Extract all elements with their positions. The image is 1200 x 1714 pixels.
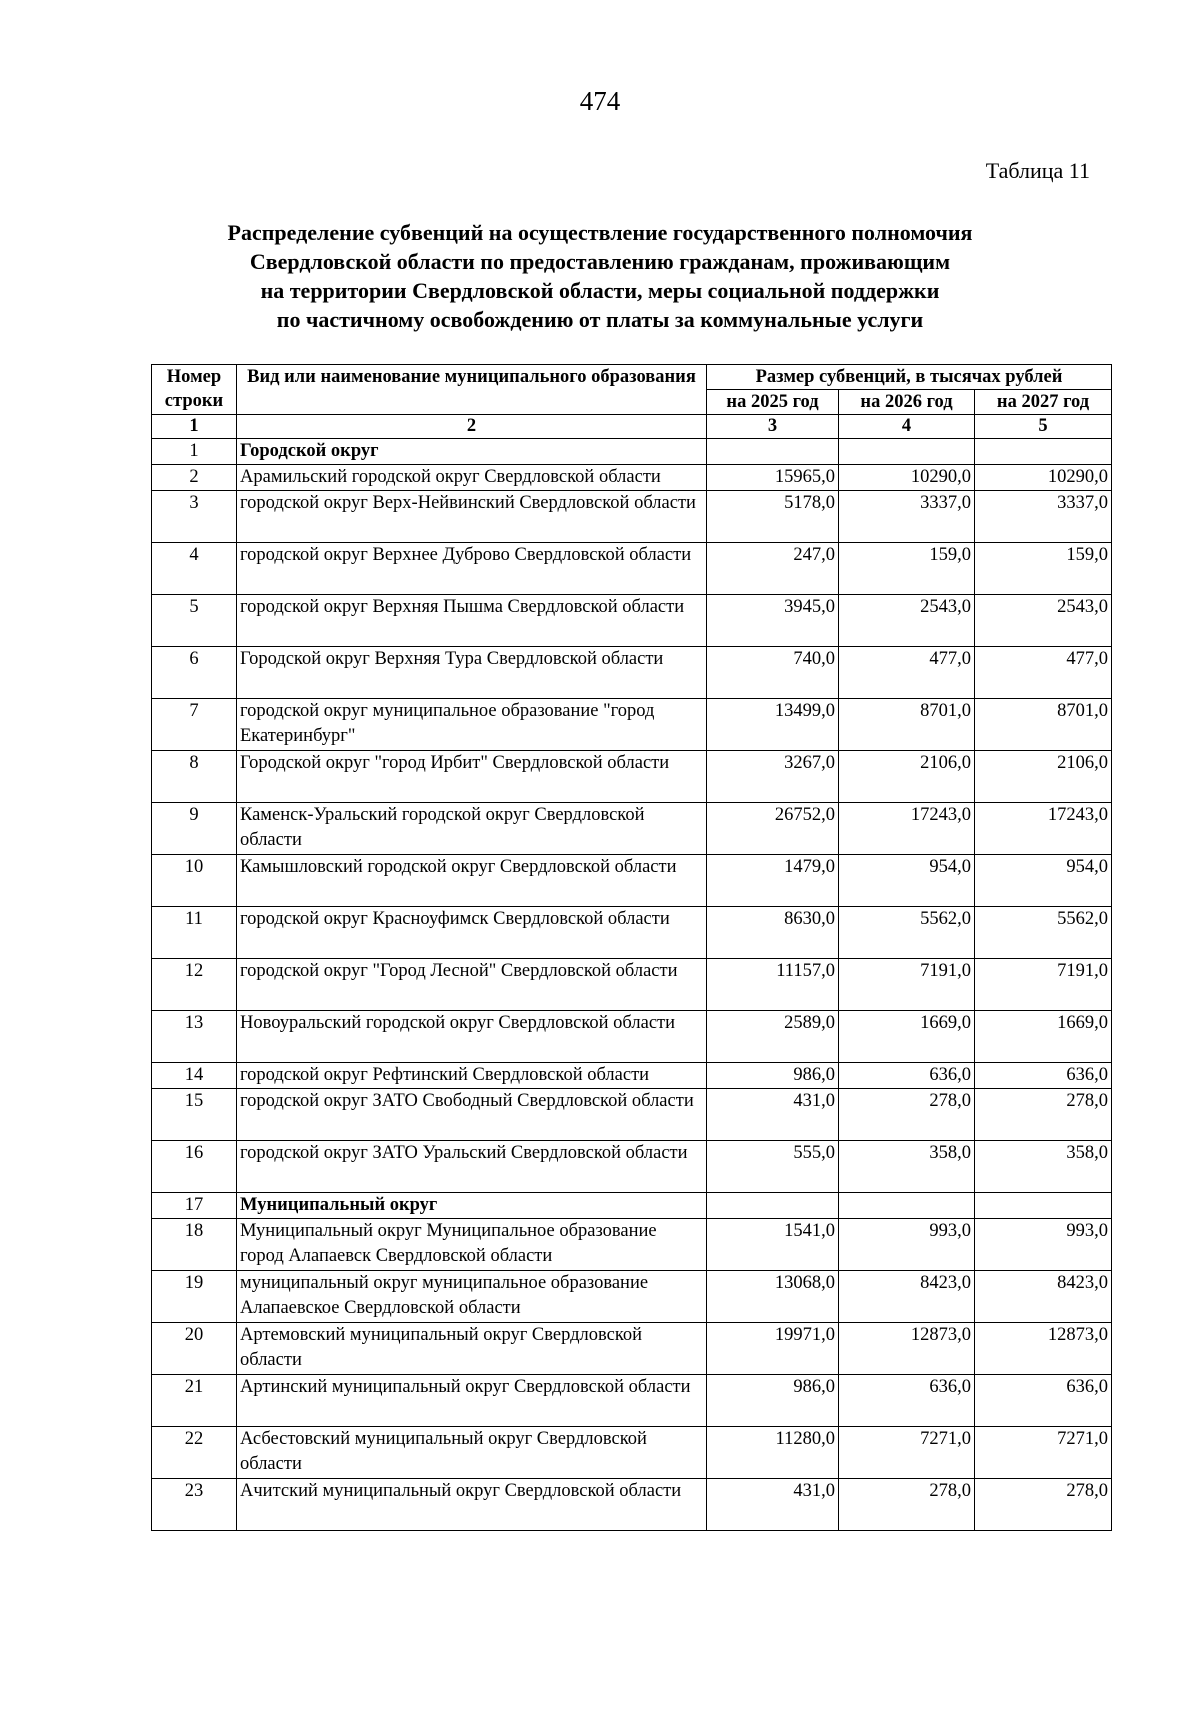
amount-2025-cell: 5178,0	[707, 491, 839, 543]
amount-2025-cell: 13068,0	[707, 1271, 839, 1323]
table-row	[152, 1271, 1112, 1323]
amount-2026-cell: 2543,0	[839, 595, 975, 647]
column-index: 1	[152, 415, 237, 439]
header-year-2025: на 2025 год	[707, 390, 839, 415]
amount-2025-cell: 986,0	[707, 1063, 839, 1089]
row-number-cell: 15	[152, 1089, 237, 1141]
amount-2025-cell: 11157,0	[707, 959, 839, 1011]
header-row-number: Номер строки	[152, 365, 237, 415]
amount-2026-cell: 3337,0	[839, 491, 975, 543]
title-line: Свердловской области по предоставлению гражданам, проживающим	[249, 249, 951, 274]
row-number-cell: 4	[152, 543, 237, 595]
amount-2027-cell: 7271,0	[975, 1427, 1112, 1479]
amount-2027-cell: 10290,0	[975, 465, 1112, 491]
municipality-name-cell: Арамильский городской округ Свердловской области	[237, 465, 707, 491]
amount-2026-cell: 2106,0	[839, 751, 975, 803]
amount-2027-cell: 954,0	[975, 855, 1112, 907]
municipality-name-cell: городской округ Рефтинский Свердловской области	[237, 1063, 707, 1089]
row-number-cell: 17	[152, 1193, 237, 1219]
amount-2026-cell: 159,0	[839, 543, 975, 595]
amount-2026-cell	[839, 1193, 975, 1219]
column-index: 4	[839, 415, 975, 439]
table-row	[152, 647, 1112, 699]
row-number-cell: 5	[152, 595, 237, 647]
municipality-name-cell: Артинский муниципальный округ Свердловской области	[237, 1375, 707, 1427]
amount-2026-cell: 8701,0	[839, 699, 975, 751]
amount-2027-cell: 17243,0	[975, 803, 1112, 855]
municipality-name-cell: городской округ ЗАТО Свободный Свердловской области	[237, 1089, 707, 1141]
table-row	[152, 1063, 1112, 1089]
amount-2027-cell: 278,0	[975, 1089, 1112, 1141]
table-row	[152, 491, 1112, 543]
amount-2025-cell: 2589,0	[707, 1011, 839, 1063]
amount-2025-cell: 740,0	[707, 647, 839, 699]
amount-2025-cell: 986,0	[707, 1375, 839, 1427]
municipality-name-cell: Каменск-Уральский городской округ Свердловской области	[237, 803, 707, 855]
table-row	[152, 699, 1112, 751]
column-index: 5	[975, 415, 1112, 439]
row-number-cell: 6	[152, 647, 237, 699]
row-number-cell: 21	[152, 1375, 237, 1427]
row-number-cell: 20	[152, 1323, 237, 1375]
municipality-name-cell: Асбестовский муниципальный округ Свердловской области	[237, 1427, 707, 1479]
amount-2026-cell: 5562,0	[839, 907, 975, 959]
amount-2027-cell	[975, 439, 1112, 465]
row-number-cell: 18	[152, 1219, 237, 1271]
table-row	[152, 1323, 1112, 1375]
table-body	[152, 439, 1112, 1531]
table-row	[152, 439, 1112, 465]
row-number-cell: 12	[152, 959, 237, 1011]
municipality-name-cell: муниципальный округ муниципальное образование Алапаевское Свердловской области	[237, 1271, 707, 1323]
row-number-cell: 23	[152, 1479, 237, 1531]
amount-2027-cell: 993,0	[975, 1219, 1112, 1271]
municipality-name-cell: Городской округ	[237, 439, 707, 465]
table-row	[152, 1427, 1112, 1479]
amount-2025-cell: 11280,0	[707, 1427, 839, 1479]
amount-2026-cell: 1669,0	[839, 1011, 975, 1063]
row-number-cell: 3	[152, 491, 237, 543]
table-row	[152, 543, 1112, 595]
amount-2025-cell: 8630,0	[707, 907, 839, 959]
row-number-cell: 11	[152, 907, 237, 959]
municipality-name-cell: Ачитский муниципальный округ Свердловской области	[237, 1479, 707, 1531]
amount-2026-cell	[839, 439, 975, 465]
table-row	[152, 1193, 1112, 1219]
subventions-table	[151, 364, 1112, 1531]
amount-2027-cell: 8701,0	[975, 699, 1112, 751]
municipality-name-cell: Муниципальный округ	[237, 1193, 707, 1219]
amount-2027-cell: 159,0	[975, 543, 1112, 595]
amount-2025-cell: 19971,0	[707, 1323, 839, 1375]
amount-2027-cell: 636,0	[975, 1375, 1112, 1427]
amount-2027-cell: 3337,0	[975, 491, 1112, 543]
table-row	[152, 1219, 1112, 1271]
table-row	[152, 1141, 1112, 1193]
municipality-name-cell: Городской округ "город Ирбит" Свердловской области	[237, 751, 707, 803]
table-row	[152, 1479, 1112, 1531]
amount-2025-cell: 13499,0	[707, 699, 839, 751]
amount-2027-cell: 8423,0	[975, 1271, 1112, 1323]
amount-2026-cell: 17243,0	[839, 803, 975, 855]
amount-2026-cell: 358,0	[839, 1141, 975, 1193]
amount-2026-cell: 993,0	[839, 1219, 975, 1271]
amount-2026-cell: 954,0	[839, 855, 975, 907]
table-row	[152, 751, 1112, 803]
amount-2027-cell: 2106,0	[975, 751, 1112, 803]
amount-2025-cell: 431,0	[707, 1089, 839, 1141]
amount-2026-cell: 477,0	[839, 647, 975, 699]
row-number-cell: 1	[152, 439, 237, 465]
municipality-name-cell: Муниципальный округ Муниципальное образование город Алапаевск Свердловской области	[237, 1219, 707, 1271]
row-number-cell: 2	[152, 465, 237, 491]
amount-2027-cell: 358,0	[975, 1141, 1112, 1193]
title-line: по частичному освобождению от платы за коммунальные услуги	[276, 307, 924, 332]
table-row	[152, 1011, 1112, 1063]
amount-2026-cell: 636,0	[839, 1063, 975, 1089]
title-line: на территории Свердловской области, меры социальной поддержки	[260, 278, 940, 303]
table-caption: Таблица 11	[985, 158, 1090, 183]
municipality-name-cell: городской округ муниципальное образование "город Екатеринбург"	[237, 699, 707, 751]
header-municipality-name: Вид или наименование муниципального образования	[237, 365, 707, 415]
municipality-name-cell: городской округ Красноуфимск Свердловской области	[237, 907, 707, 959]
municipality-name-cell: городской округ ЗАТО Уральский Свердловской области	[237, 1141, 707, 1193]
amount-2027-cell: 1669,0	[975, 1011, 1112, 1063]
municipality-name-cell: городской округ "Город Лесной" Свердловской области	[237, 959, 707, 1011]
amount-2027-cell: 2543,0	[975, 595, 1112, 647]
page-number: 474	[579, 86, 621, 116]
amount-2026-cell: 8423,0	[839, 1271, 975, 1323]
amount-2027-cell: 12873,0	[975, 1323, 1112, 1375]
row-number-cell: 8	[152, 751, 237, 803]
table-row	[152, 595, 1112, 647]
table-row	[152, 803, 1112, 855]
amount-2025-cell: 555,0	[707, 1141, 839, 1193]
title-line: Распределение субвенций на осуществление государственного полномочия	[227, 220, 973, 245]
header-year-2026: на 2026 год	[839, 390, 975, 415]
municipality-name-cell: Артемовский муниципальный округ Свердловской области	[237, 1323, 707, 1375]
table-row	[152, 855, 1112, 907]
amount-2027-cell: 636,0	[975, 1063, 1112, 1089]
row-number-cell: 19	[152, 1271, 237, 1323]
municipality-name-cell: Городской округ Верхняя Тура Свердловской области	[237, 647, 707, 699]
column-index: 2	[237, 415, 707, 439]
amount-2026-cell: 10290,0	[839, 465, 975, 491]
municipality-name-cell: Камышловский городской округ Свердловской области	[237, 855, 707, 907]
amount-2025-cell: 247,0	[707, 543, 839, 595]
amount-2025-cell: 3267,0	[707, 751, 839, 803]
amount-2026-cell: 7271,0	[839, 1427, 975, 1479]
amount-2027-cell: 7191,0	[975, 959, 1112, 1011]
amount-2025-cell	[707, 1193, 839, 1219]
amount-2027-cell	[975, 1193, 1112, 1219]
table-row	[152, 1089, 1112, 1141]
municipality-name-cell: городской округ Верх-Нейвинский Свердловской области	[237, 491, 707, 543]
amount-2027-cell: 477,0	[975, 647, 1112, 699]
table-row	[152, 959, 1112, 1011]
row-number-cell: 16	[152, 1141, 237, 1193]
row-number-cell: 7	[152, 699, 237, 751]
table-row	[152, 907, 1112, 959]
amount-2025-cell: 431,0	[707, 1479, 839, 1531]
amount-2027-cell: 5562,0	[975, 907, 1112, 959]
amount-2025-cell: 26752,0	[707, 803, 839, 855]
document-title	[150, 218, 1050, 334]
amount-2025-cell: 15965,0	[707, 465, 839, 491]
row-number-cell: 9	[152, 803, 237, 855]
amount-2026-cell: 278,0	[839, 1479, 975, 1531]
amount-2026-cell: 636,0	[839, 1375, 975, 1427]
table-row	[152, 465, 1112, 491]
header-year-2027: на 2027 год	[975, 390, 1112, 415]
row-number-cell: 13	[152, 1011, 237, 1063]
row-number-cell: 10	[152, 855, 237, 907]
amount-2026-cell: 12873,0	[839, 1323, 975, 1375]
amount-2026-cell: 7191,0	[839, 959, 975, 1011]
amount-2025-cell: 1479,0	[707, 855, 839, 907]
amount-2025-cell: 1541,0	[707, 1219, 839, 1271]
column-index: 3	[707, 415, 839, 439]
header-subvention-amounts: Размер субвенций, в тысячах рублей	[707, 365, 1112, 390]
table-row	[152, 1375, 1112, 1427]
row-number-cell: 22	[152, 1427, 237, 1479]
municipality-name-cell: Новоуральский городской округ Свердловской области	[237, 1011, 707, 1063]
municipality-name-cell: городской округ Верхняя Пышма Свердловской области	[237, 595, 707, 647]
municipality-name-cell: городской округ Верхнее Дуброво Свердловской области	[237, 543, 707, 595]
amount-2026-cell: 278,0	[839, 1089, 975, 1141]
amount-2025-cell	[707, 439, 839, 465]
amount-2027-cell: 278,0	[975, 1479, 1112, 1531]
row-number-cell: 14	[152, 1063, 237, 1089]
amount-2025-cell: 3945,0	[707, 595, 839, 647]
